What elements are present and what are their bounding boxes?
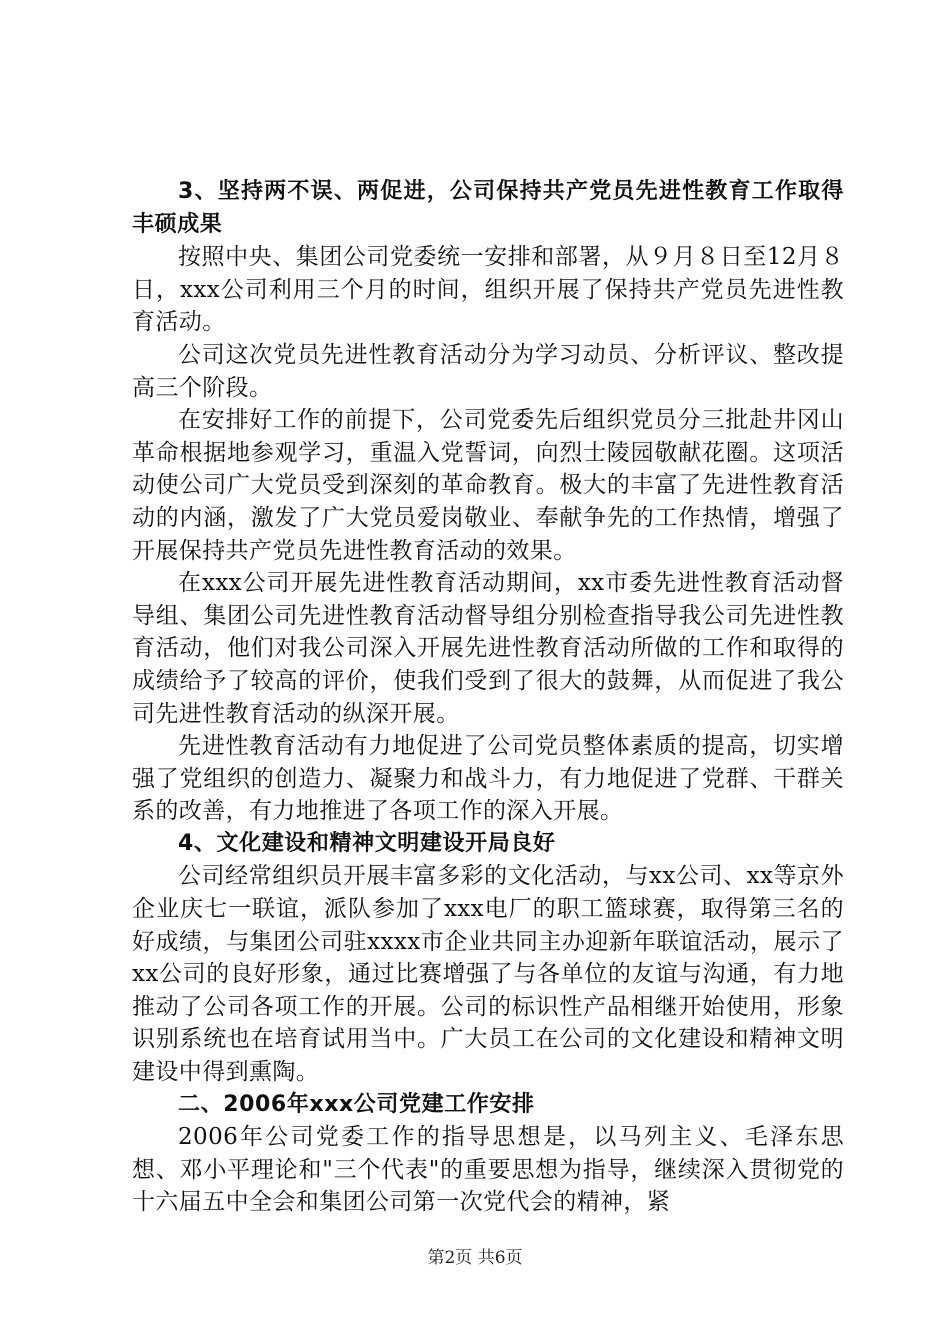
body-paragraph: 先进性教育活动有力地促进了公司党员整体素质的提高，切实增强了党组织的创造力、凝聚力和战斗力，有力地促进了党群、干群关系的改善，有力地推进了各项工作的深入开展。 bbox=[132, 733, 844, 825]
body-paragraph: 公司这次党员先进性教育活动分为学习动员、分析评议、整改提高三个阶段。 bbox=[132, 341, 844, 401]
body-paragraph: 公司经常组织员开展丰富多彩的文化活动，与xx公司、xx等京外企业庆七一联谊，派队参加了xxx电厂的职工篮球赛，取得第三名的好成绩，与集团公司驻xxxx市企业共同主办迎新年联谊活动，展示了xx公司的良好形象，通过比赛增强了与各单位的友谊与沟通，有力地推动了公司各项工作的开展。公司的标识性产品相继开始使用，形象识别系统也在培育试用当中。广大员工在公司的文化建设和精神文明建设中得到熏陶。 bbox=[132, 863, 844, 1086]
section-heading: 4、文化建设和精神文明建设开局良好 bbox=[178, 830, 556, 856]
body-paragraph: 2006年公司党委工作的指导思想是，以马列主义、毛泽东思想、邓小平理论和"三个代表"的重要思想为指导，继续深入贯彻党的十六届五中全会和集团公司第一次党代会的精神，紧 bbox=[132, 1124, 844, 1216]
section-heading: 二、2006年xxx公司党建工作安排 bbox=[178, 1091, 535, 1117]
body-paragraph: 在xxx公司开展先进性教育活动期间，xx市委先进性教育活动督导组、集团公司先进性教育活动督导组分别检查指导我公司先进性教育活动，他们对我公司深入开展先进性教育活动所做的工作和取得的成绩给予了较高的评价，使我们受到了很大的鼓舞，从而促进了我公司先进性教育活动的纵深开展。 bbox=[132, 570, 844, 727]
body-paragraph: 按照中央、集团公司党委统一安排和部署，从９月８日至12月８日，xxx公司利用三个月的时间，组织开展了保持共产党员先进性教育活动。 bbox=[132, 244, 844, 336]
section-heading: 3、坚持两不误、两促进，公司保持共产党员先进性教育工作取得丰硕成果 bbox=[132, 179, 844, 237]
document-body bbox=[132, 176, 844, 1219]
page-number-footer: 第2页 共6页 bbox=[427, 1248, 523, 1268]
body-paragraph: 在安排好工作的前提下，公司党委先后组织党员分三批赴井冈山革命根据地参观学习，重温入党誓词，向烈士陵园敬献花圈。这项活动使公司广大党员受到深刻的革命教育。极大的丰富了先进性教育活动的内涵，激发了广大党员爱岗敬业、奉献争先的工作热情，增强了开展保持共产党员先进性教育活动的效果。 bbox=[132, 407, 844, 564]
